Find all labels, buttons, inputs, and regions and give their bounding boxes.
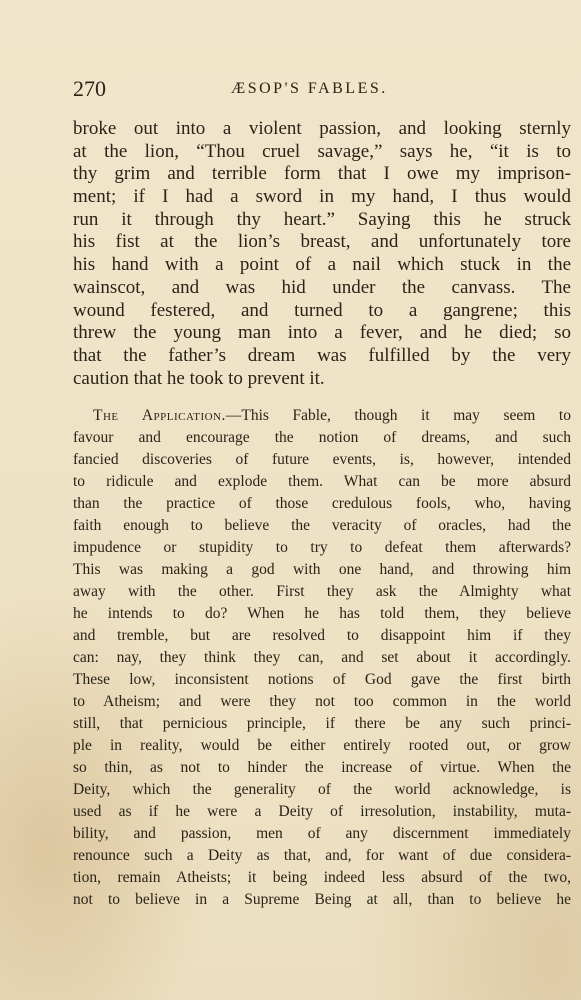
text-line: wound festered, and turned to a gangrene; this <box>73 299 571 321</box>
page-header <box>73 76 571 104</box>
text-line: broke out into a violent passion, and looking sternly <box>73 118 571 139</box>
application-line: to ridicule and explode them. What can be more absurd <box>73 473 571 490</box>
application-line: This was making a god with one hand, and throwing him <box>73 561 571 578</box>
text-line: caution that he took to prevent it. <box>73 367 325 389</box>
application-line: bility, and passion, men of any discernment immediately <box>73 825 571 842</box>
application-line: he intends to do? When he has told them, they believe <box>73 605 571 622</box>
application-line: faith enough to believe the veracity of oracles, had the <box>73 517 571 534</box>
text-line: threw the young man into a fever, and he died; so <box>73 322 571 344</box>
application-line: used as if he were a Deity of irresolution, instability, muta- <box>73 803 571 820</box>
text-line: his hand with a point of a nail which stuck in the <box>73 254 571 276</box>
application-first-line <box>73 405 571 427</box>
text-line: at the lion, “Thou cruel savage,” says he, “it is to <box>73 140 571 162</box>
application-section <box>73 405 571 911</box>
application-line: renounce such a Deity as that, and, for want of due considera- <box>73 847 571 864</box>
application-line: not to believe in a Supreme Being at all, than to believe he <box>73 891 571 908</box>
text-line: his fist at the lion’s breast, and unfortunately tore <box>73 231 571 253</box>
application-label: The Application. <box>93 407 226 424</box>
running-title: ÆSOP'S FABLES. <box>231 80 388 97</box>
application-line: than the practice of those credulous fools, who, having <box>73 495 571 512</box>
application-line: and tremble, but are resolved to disappoint him if they <box>73 627 571 644</box>
application-line: can: nay, they think they can, and set about it accordingly. <box>73 649 571 666</box>
application-line: Deity, which the generality of the world acknowledge, is <box>73 781 571 798</box>
application-line: ple in reality, would be either entirely rooted out, or grow <box>73 737 571 754</box>
application-line: away with the other. First they ask the Almighty what <box>73 583 571 600</box>
fable-text <box>73 118 571 390</box>
text-line: run it through thy heart.” Saying this he struck <box>73 208 571 230</box>
application-line: to Atheism; and were they not too common in the world <box>73 693 571 710</box>
application-first-text: —This Fable, though it may seem to <box>225 407 571 424</box>
application-line: fancied discoveries of future events, is, however, intended <box>73 451 571 468</box>
application-line: These low, inconsistent notions of God gave the first birth <box>73 671 571 688</box>
application-line: impudence or stupidity to try to defeat them afterwards? <box>73 539 571 556</box>
application-line: favour and encourage the notion of dreams, and such <box>73 429 571 446</box>
text-line: wainscot, and was hid under the canvass. The <box>73 276 571 298</box>
application-line: tion, remain Atheists; it being indeed less absurd of the two, <box>73 869 571 886</box>
text-line: thy grim and terrible form that I owe my imprison- <box>73 163 571 185</box>
text-line: that the father’s dream was fulfilled by the very <box>73 344 571 366</box>
application-line: still, that pernicious principle, if there be any such princi- <box>73 715 571 732</box>
application-line: so thin, as not to hinder the increase of virtue. When the <box>73 759 571 776</box>
text-line: ment; if I had a sword in my hand, I thus would <box>73 186 571 208</box>
page-number: 270 <box>73 76 106 101</box>
